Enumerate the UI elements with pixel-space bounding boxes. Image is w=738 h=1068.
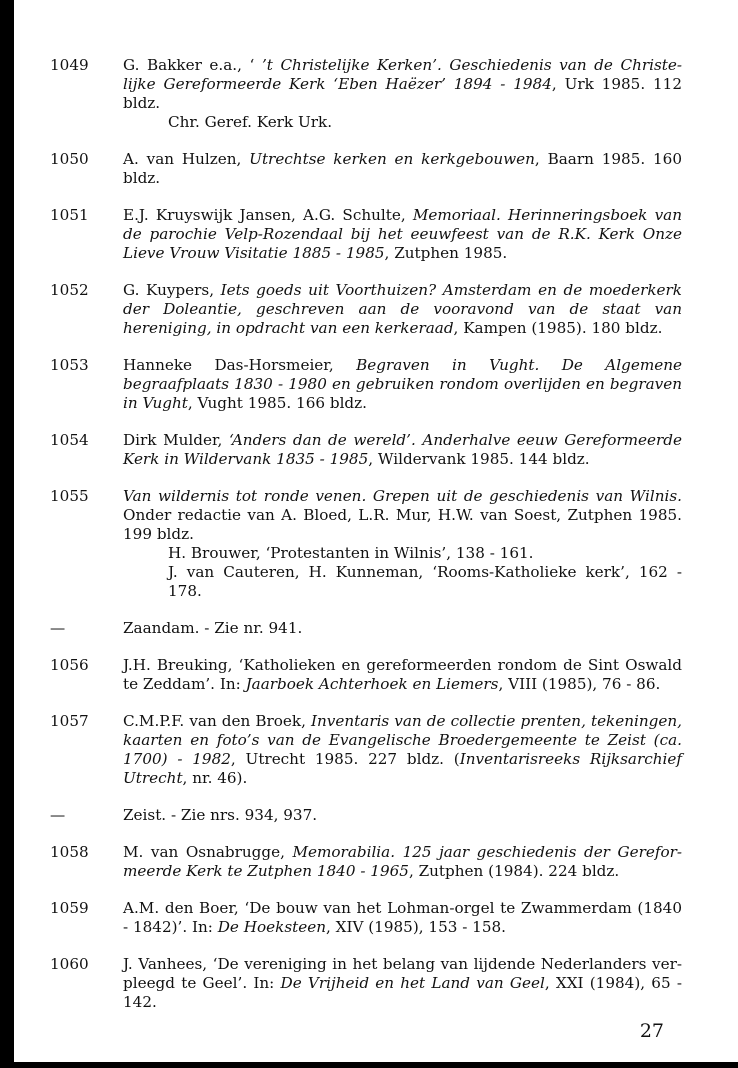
entry-title-italic: ’t Christelijke Kerken’. Geschiedenis van de Christelijke Gereformeerde Kerk ‘Eben Haëzer’ 1894 - 1984 — [123, 56, 682, 93]
entry-text — [123, 356, 682, 413]
entry-title-italic: Memoriaal. Herinneringsboek van de parochie Velp-Rozendaal bij het eeuwfeest van de R.K. Kerk Onze Lieve Vrouw Visitatie 1885 - 1985 — [123, 206, 682, 262]
entry-text-segment: , Urk 1985. 112 bldz. — [123, 75, 682, 112]
entry-title-italic: Memorabilia. 125 jaar geschiedenis der Gereformeerde Kerk te Zutphen 1840 - 1965 — [123, 843, 682, 880]
entry-title-italic: De Vrijheid en het Land van Geel — [280, 974, 545, 992]
entry-text-segment: C.M.P.F. van den Broek, — [123, 712, 312, 730]
entry-text-segment: J.H. Breuking, ‘Katholieken en gereformeerden rondom de Sint Oswald te Zeddam’. In: — [123, 656, 682, 693]
entry-text — [123, 206, 682, 263]
entry-title-italic: Iets goeds uit Voorthuizen? Amsterdam en de moederkerk der Doleantie, geschreven aan de vooravond van de staat van hereniging, in opdracht van een kerkeraad — [123, 281, 682, 337]
bibliography-entry — [50, 487, 682, 601]
bibliography-entry — [50, 150, 682, 188]
entry-number: 1060 — [50, 955, 89, 973]
bibliography-entry — [50, 431, 682, 469]
entry-text-segment: , Zutphen (1984). 224 bldz. — [408, 862, 620, 880]
entry-text-segment: Zaandam. - Zie nr. 941. — [123, 619, 303, 637]
entry-number: 1053 — [50, 356, 89, 374]
entry-text-segment: , Baarn 1985. 160 bldz. — [123, 150, 682, 187]
entry-text-segment: E.J. Kruyswijk Jansen, A.G. Schulte, — [123, 206, 413, 224]
entry-text-segment: G. Kuypers, — [123, 281, 221, 299]
bibliography-entry — [50, 619, 682, 638]
entry-text-segment: Hanneke Das-Horsmeier, — [123, 356, 357, 374]
page-number: 27 — [639, 1020, 664, 1042]
entry-number: 1051 — [50, 206, 89, 224]
entry-sub-line: H. Brouwer, ‘Protestanten in Wilnis’, 138 - 161. — [168, 544, 534, 562]
bibliography-entry — [50, 56, 682, 132]
entry-text-segment: , Wildervank 1985. 144 bldz. — [368, 450, 590, 468]
entry-text-segment: , Vught 1985. 166 bldz. — [187, 394, 367, 412]
entry-text-segment: A. van Hulzen, — [123, 150, 250, 168]
entry-text-segment: A.M. den Boer, ‘De bouw van het Lohman-orgel te Zwammerdam (1840 - 1842)’. In: — [123, 899, 682, 936]
entry-title-italic: Utrechtse kerken en kerkgebouwen — [249, 150, 535, 168]
entry-number: 1057 — [50, 712, 89, 730]
entry-number: 1055 — [50, 487, 89, 505]
entry-number: — — [50, 619, 66, 637]
bibliography-entry — [50, 899, 682, 937]
entry-number: 1049 — [50, 56, 89, 74]
entry-text-segment: J. Vanhees, ‘De vereniging in het belang van lijdende Nederlanders verpleegd te Geel’. In: — [123, 955, 682, 992]
bibliography-entry — [50, 843, 682, 881]
left-scan-edge — [0, 0, 14, 1068]
entry-text — [123, 56, 682, 113]
entry-text-segment: Onder redactie van A. Bloed, L.R. Mur, H.W. van Soest, Zutphen 1985. 199 bldz. — [123, 506, 682, 543]
entry-text — [123, 712, 682, 788]
entry-title-italic: Begraven in Vught. De Algemene begraafplaats 1830 - 1980 en gebruiken rondom overlijden en begraven in Vught — [123, 356, 682, 412]
entry-number: 1059 — [50, 899, 89, 917]
bibliography-entry — [50, 281, 682, 338]
entry-text — [123, 955, 682, 1012]
entry-text-segment: , nr. 46). — [182, 769, 248, 787]
entry-text-segment: , Utrecht 1985. 227 bldz. ( — [230, 750, 460, 768]
entry-text-segment: M. van Osnabrugge, — [123, 843, 293, 861]
entry-text — [123, 619, 682, 638]
bibliography-page — [50, 56, 682, 1030]
bibliography-entry — [50, 206, 682, 263]
entry-title-italic: De Hoeksteen — [217, 918, 326, 936]
entry-text — [123, 806, 682, 825]
entry-number: — — [50, 806, 66, 824]
entry-text — [123, 431, 682, 469]
entry-number: 1056 — [50, 656, 89, 674]
entry-text-segment: Dirk Mulder, — [123, 431, 229, 449]
entry-title-italic: Inventaris van de collectie prenten, tekeningen, kaarten en foto’s van de Evangelische Broedergemeente te Zeist (ca. 1700) - 1982 — [123, 712, 682, 768]
entry-sub-line: J. van Cauteren, H. Kunneman, ‘Rooms-Katholieke kerk’, 162 - 178. — [168, 563, 682, 600]
entry-text-segment: , Zutphen 1985. — [384, 244, 508, 262]
entry-title-italic: Van wildernis tot ronde venen. Grepen uit de geschiedenis van Wilnis. — [123, 487, 682, 505]
entry-text — [123, 487, 682, 544]
entry-text — [123, 656, 682, 694]
entry-text — [123, 843, 682, 881]
entry-number: 1052 — [50, 281, 89, 299]
entry-sub-line: Chr. Geref. Kerk Urk. — [168, 113, 333, 131]
entry-text — [123, 899, 682, 937]
entry-text — [123, 150, 682, 188]
entry-text — [123, 281, 682, 338]
bibliography-entry — [50, 712, 682, 788]
entry-text-segment: , XIV (1985), 153 - 158. — [325, 918, 506, 936]
bibliography-entry — [50, 955, 682, 1012]
entry-title-italic: ‘Anders dan de wereld’. Anderhalve eeuw Gereformeerde Kerk in Wildervank 1835 - 1985 — [123, 431, 682, 468]
entry-number: 1054 — [50, 431, 89, 449]
entry-number: 1050 — [50, 150, 89, 168]
entry-title-italic: Jaarboek Achterhoek en Liemers — [245, 675, 499, 693]
entry-title-italic: Inventarisreeks Rijksarchief Utrecht — [123, 750, 682, 787]
entry-text-segment: , XXI (1984), 65 - 142. — [123, 974, 682, 1011]
entry-text-segment: G. Bakker e.a., ‘ — [123, 56, 262, 74]
bibliography-entry — [50, 656, 682, 694]
entry-text-segment: , Kampen (1985). 180 bldz. — [453, 319, 663, 337]
bottom-scan-edge — [0, 1062, 738, 1068]
entry-text-segment: Zeist. - Zie nrs. 934, 937. — [123, 806, 318, 824]
entry-number: 1058 — [50, 843, 89, 861]
bibliography-entry — [50, 356, 682, 413]
entry-text-segment: , VIII (1985), 76 - 86. — [498, 675, 661, 693]
bibliography-entry — [50, 806, 682, 825]
